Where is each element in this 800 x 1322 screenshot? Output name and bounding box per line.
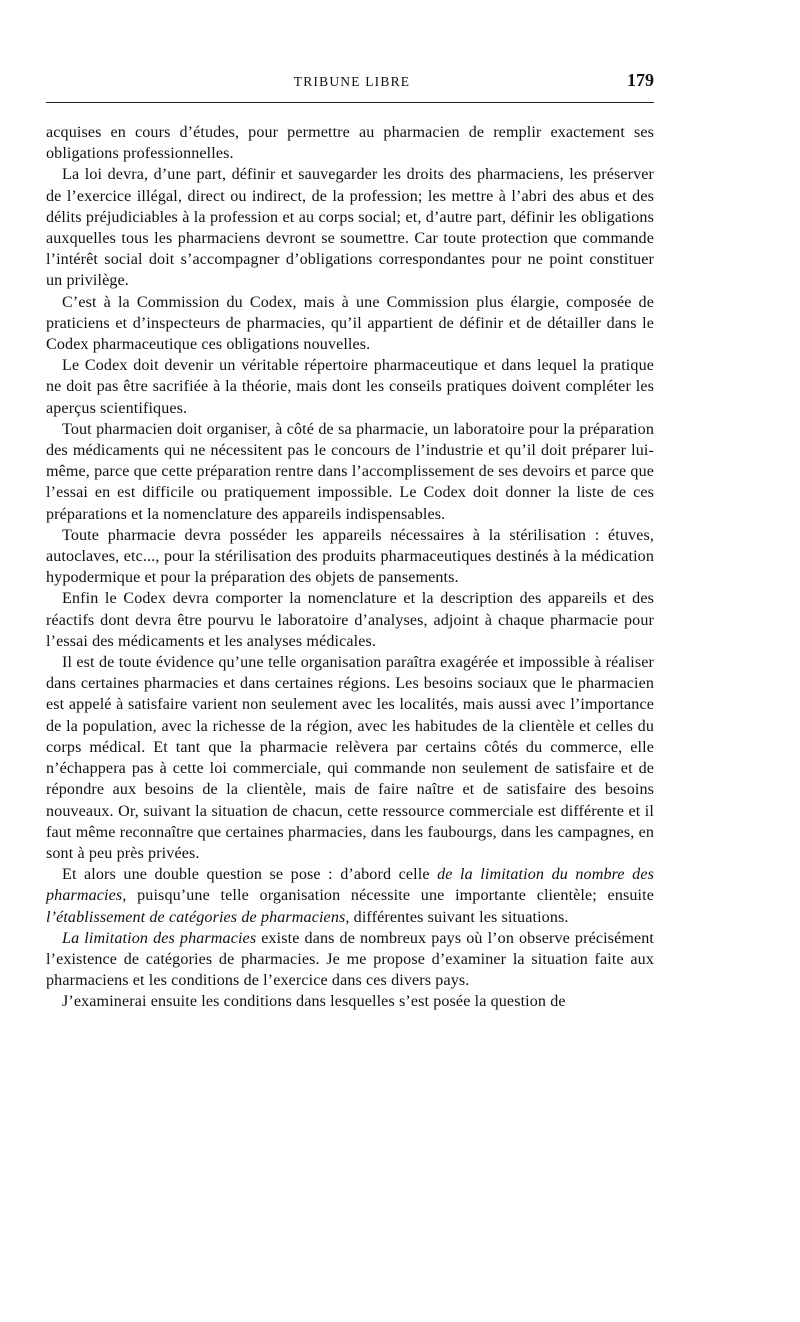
- page-number: 179: [627, 70, 654, 90]
- paragraph: Enfin le Codex devra comporter la nomenclature et la description des appareils et des réactifs dont devra être pourvu le laboratoire d’analyses, adjoint à chaque pharmacie pour l’essai des médicaments et les analyses médicales.: [46, 590, 654, 650]
- italic-phrase: de la limitation du nombre des pharmacies,: [46, 866, 654, 905]
- paragraph: J’examinerai ensuite les conditions dans lesquelles s’est posée la question de: [62, 993, 566, 1011]
- paragraph: La loi devra, d’une part, définir et sauvegarder les droits des pharmaciens, les préserver de l’exercice illégal, direct ou indirect, de la profession; les mettre à l’abri des abus et des délits préjudiciables à la profession et au corps social; et, d’autre part, définir les obligations auxquelles tous les pharmaciens devront se soumettre. Car toute protection que commande l’intérêt social doit s’accompagner d’obligations correspondantes pour ne point constituer un privilège.: [46, 166, 654, 290]
- paragraph-text: différentes suivant les situations.: [349, 908, 569, 926]
- paragraph: acquises en cours d’études, pour permettre au pharmacien de remplir exactement ses obligations professionnelles.: [46, 124, 654, 163]
- running-title: TRIBUNE LIBRE: [293, 74, 411, 89]
- paragraph: Il est de toute évidence qu’une telle organisation paraîtra exagérée et impossible à réaliser dans certaines pharmacies et dans certaines régions. Les besoins sociaux que le pharmacien est appelé à satisfaire varient non seulement avec les localités, mais aussi avec l’importance de la population, avec la richesse de la région, avec les habitudes de la clientèle et celles du corps médical. Et tant que la pharmacie relèvera par certains côtés du commerce, elle n’échappera pas à cette loi commerciale, qui commande non seulement de satisfaire et de répondre aux besoins de la clientèle, mais de faire naître et de satisfaire des besoins nouveaux. Or, suivant la situation de chacun, cette ressource commerciale est différente et il faut même reconnaître que certaines pharmacies, dans les faubourgs, dans les campagnes, en sont à peu près privées.: [46, 654, 654, 862]
- paragraph-text: existe dans de nombreux pays où l’on observe précisément l’existence de catégories de pharmacies. Je me propose d’examiner la situation faite aux pharmaciens et les conditions de l’exercice dans ces divers pays.: [46, 929, 654, 990]
- page-header: [46, 70, 658, 96]
- paragraph: Toute pharmacie devra posséder les appareils nécessaires à la stérilisation : étuves, autoclaves, etc..., pour la stérilisation des produits pharmaceutiques destinés à la médication hypodermique et pour la préparation des objets de pansements.: [46, 526, 654, 587]
- paragraph: C’est à la Commission du Codex, mais à une Commission plus élargie, composée de praticiens et d’inspecteurs de pharmacies, qu’il appartient de définir et de détailler dans le Codex pharmaceutique ces obligations nouvelles.: [46, 293, 654, 354]
- paragraph-text: Et alors une double question se pose : d’abord celle: [62, 866, 438, 884]
- paragraph: [46, 864, 654, 928]
- body-text: [46, 122, 654, 1013]
- paragraph-text: puisqu’une telle organisation nécessite une importante clientèle; ensuite: [126, 887, 654, 905]
- header-rule: [46, 102, 654, 103]
- paragraph: [46, 928, 654, 992]
- paragraph: Le Codex doit devenir un véritable répertoire pharmaceutique et dans lequel la pratique ne doit pas être sacrifiée à la théorie, mais dont les conseils pratiques doivent compléter les aperçus scientifiques.: [46, 357, 654, 417]
- italic-phrase: La limitation des pharmacies: [62, 929, 257, 947]
- italic-phrase: l’établissement de catégories de pharmaciens,: [46, 908, 350, 926]
- paragraph: Tout pharmacien doit organiser, à côté de sa pharmacie, un laboratoire pour la préparation des médicaments qui ne nécessitent pas le concours de l’industrie et qu’il doit préparer lui-même, parce que cette préparation rentre dans l’accomplissement de ses devoirs et parce que l’essai en est difficile ou pratiquement impossible. Le Codex doit donner la liste de ces préparations et la nomenclature des appareils indispensables.: [46, 420, 654, 523]
